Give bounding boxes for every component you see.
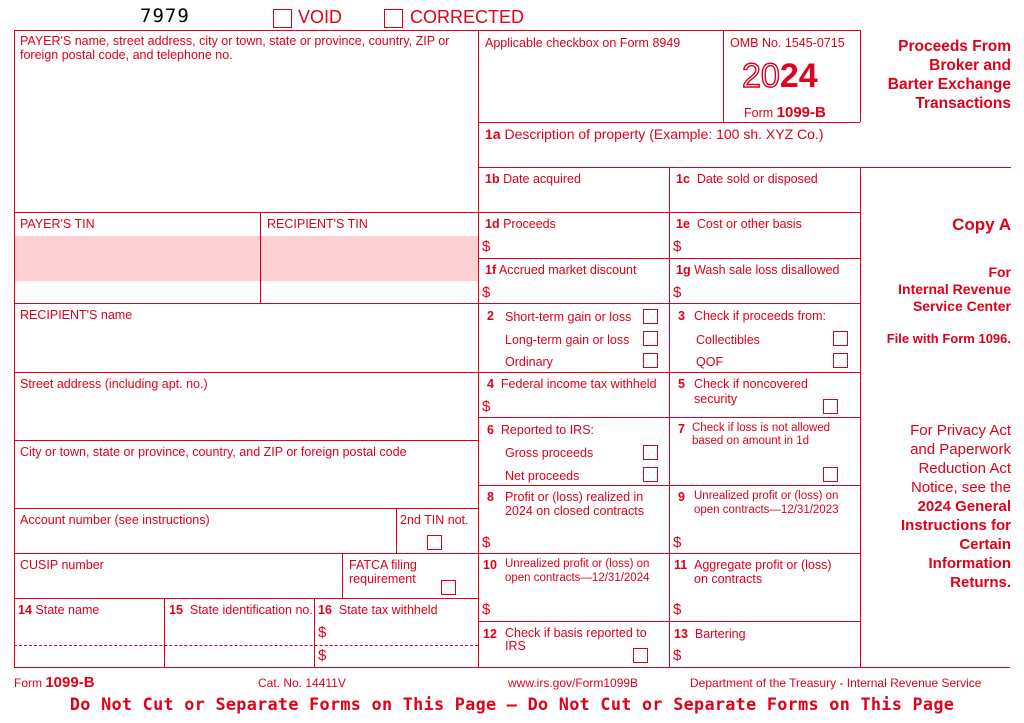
- payer-info-label: PAYER'S name, street address, city or town, state or province, country, ZIP or foreign postal code, and telephone no.: [20, 34, 450, 62]
- box-1d-dollar: $: [482, 238, 491, 255]
- footer-form-name: Form 1099-B: [14, 674, 95, 691]
- void-checkbox[interactable]: [273, 9, 292, 28]
- box-7-label: Check if loss is not allowed based on amount in 1d: [692, 422, 831, 447]
- recipient-tin-field[interactable]: [261, 236, 478, 281]
- box-7-checkbox[interactable]: [823, 467, 838, 482]
- box-13-dollar: $: [673, 647, 682, 664]
- box-8-number: 8: [487, 490, 494, 504]
- privacy-act-notice: For Privacy Act and Paperwork Reduction Act Notice, see the 2024 General Instructions for Certain Information Returns.: [900, 422, 1011, 591]
- box-11-label: Aggregate profit or (loss) on contracts: [694, 558, 832, 586]
- box-2-long-term-checkbox[interactable]: [643, 331, 658, 346]
- box-16-dollar-2: $: [318, 647, 327, 664]
- box-8-dollar: $: [482, 534, 491, 551]
- box-13-label: 13 Bartering: [674, 627, 746, 641]
- footer-url: www.irs.gov/Form1099B: [508, 676, 639, 690]
- payer-tin-label: PAYER'S TIN: [20, 217, 95, 231]
- box-12-checkbox[interactable]: [633, 648, 648, 663]
- year-suffix: 24: [779, 57, 818, 95]
- cusip-label: CUSIP number: [20, 558, 104, 572]
- account-number-label: Account number (see instructions): [20, 513, 210, 527]
- city-label: City or town, state or province, country, and ZIP or foreign postal code: [20, 445, 407, 459]
- box-10-label: Unrealized profit or (loss) on open contracts—12/31/2024: [505, 558, 650, 584]
- corrected-label: CORRECTED: [410, 7, 525, 27]
- box-1f-label: 1f Accrued market discount: [485, 263, 637, 277]
- box-2-long-term-label: Long-term gain or loss: [505, 333, 630, 347]
- form-title: Proceeds From Broker and Barter Exchange Transactions: [887, 38, 1011, 112]
- box-1a-label: 1a Description of property (Example: 100 sh. XYZ Co.): [485, 126, 824, 142]
- box-5-label: Check if noncovered security: [694, 377, 808, 406]
- box-3-label: Check if proceeds from:: [694, 309, 826, 323]
- box-3-qof-checkbox[interactable]: [833, 353, 848, 368]
- box-2-ordinary-checkbox[interactable]: [643, 353, 658, 368]
- box-9-number: 9: [678, 490, 685, 504]
- void-label: VOID: [298, 7, 343, 27]
- box-11-number: 11: [674, 558, 688, 572]
- fatca-checkbox[interactable]: [441, 580, 456, 595]
- do-not-cut-banner: Do Not Cut or Separate Forms on This Page — Do Not Cut or Separate Forms on This Page: [69, 694, 955, 714]
- copy-a-label: Copy A: [952, 215, 1011, 234]
- box-4-label: 4 Federal income tax withheld: [487, 377, 657, 391]
- box-6-gross-checkbox[interactable]: [643, 445, 658, 460]
- box-5-number: 5: [678, 377, 685, 391]
- box-10-dollar: $: [482, 601, 491, 618]
- tax-year: [742, 56, 818, 96]
- box-6-net-label: Net proceeds: [505, 469, 580, 483]
- box-3-collectibles-label: Collectibles: [696, 333, 760, 347]
- box-2-ordinary-label: Ordinary: [505, 355, 553, 369]
- box-1f-dollar: $: [482, 284, 491, 301]
- box-8-label: Profit or (loss) realized in 2024 on closed contracts: [505, 490, 644, 518]
- box-16-label: 16 State tax withheld: [318, 603, 438, 617]
- box-2-short-term-checkbox[interactable]: [643, 309, 658, 324]
- payer-tin-field[interactable]: [15, 236, 260, 281]
- box-5-checkbox[interactable]: [823, 399, 838, 414]
- box-16-dollar-1: $: [318, 624, 327, 641]
- box-3-qof-label: QOF: [696, 355, 724, 369]
- box-9-label: Unrealized profit or (loss) on open contracts—12/31/2023: [694, 490, 839, 516]
- copy-for: For Internal Revenue Service Center: [898, 264, 1011, 314]
- box-1e-label: 1e Cost or other basis: [676, 217, 802, 231]
- form-code: 7979: [140, 5, 190, 27]
- footer-cat-no: Cat. No. 14411V: [258, 676, 346, 690]
- box-12-number: 12: [483, 627, 497, 641]
- applicable-checkbox-label: Applicable checkbox on Form 8949: [485, 36, 681, 50]
- second-tin-checkbox[interactable]: [427, 535, 442, 550]
- box-2-number: 2: [487, 309, 494, 323]
- box-1g-label: 1g Wash sale loss disallowed: [676, 263, 840, 277]
- recipient-tin-label: RECIPIENT'S TIN: [267, 217, 368, 231]
- street-address-label: Street address (including apt. no.): [20, 377, 208, 391]
- recipient-name-label: RECIPIENT'S name: [20, 308, 133, 322]
- box-10-number: 10: [483, 558, 497, 572]
- box-12-label: Check if basis reported to IRS: [505, 626, 647, 653]
- box-6-gross-label: Gross proceeds: [505, 446, 594, 460]
- box-1b-label: 1b Date acquired: [485, 172, 581, 186]
- payer-info-field[interactable]: [16, 64, 476, 210]
- box-6-label: 6 Reported to IRS:: [487, 423, 595, 437]
- box-3-number: 3: [678, 309, 685, 323]
- box-1d-label: 1d Proceeds: [485, 217, 556, 231]
- box-7-number: 7: [678, 422, 685, 436]
- box-6-net-checkbox[interactable]: [643, 467, 658, 482]
- year-prefix: 20: [742, 57, 780, 95]
- box-4-dollar: $: [482, 398, 491, 415]
- footer-department: Department of the Treasury - Internal Revenue Service: [690, 676, 982, 690]
- omb-number: OMB No. 1545-0715: [730, 36, 845, 50]
- box-1e-dollar: $: [673, 238, 682, 255]
- box-3-collectibles-checkbox[interactable]: [833, 331, 848, 346]
- box-15-label: 15 State identification no.: [169, 603, 313, 617]
- box-14-label: 14 State name: [18, 603, 100, 617]
- corrected-checkbox[interactable]: [384, 9, 403, 28]
- box-1g-dollar: $: [673, 284, 682, 301]
- file-with-1096: File with Form 1096.: [886, 331, 1011, 346]
- box-1c-label: 1c Date sold or disposed: [676, 172, 818, 186]
- box-9-dollar: $: [673, 534, 682, 551]
- fatca-label: FATCA filing requirement: [349, 558, 417, 586]
- form-name-top: Form 1099-B: [744, 104, 826, 121]
- box-2-short-term-label: Short-term gain or loss: [505, 310, 632, 324]
- box-11-dollar: $: [673, 601, 682, 618]
- second-tin-label: 2nd TIN not.: [400, 513, 469, 527]
